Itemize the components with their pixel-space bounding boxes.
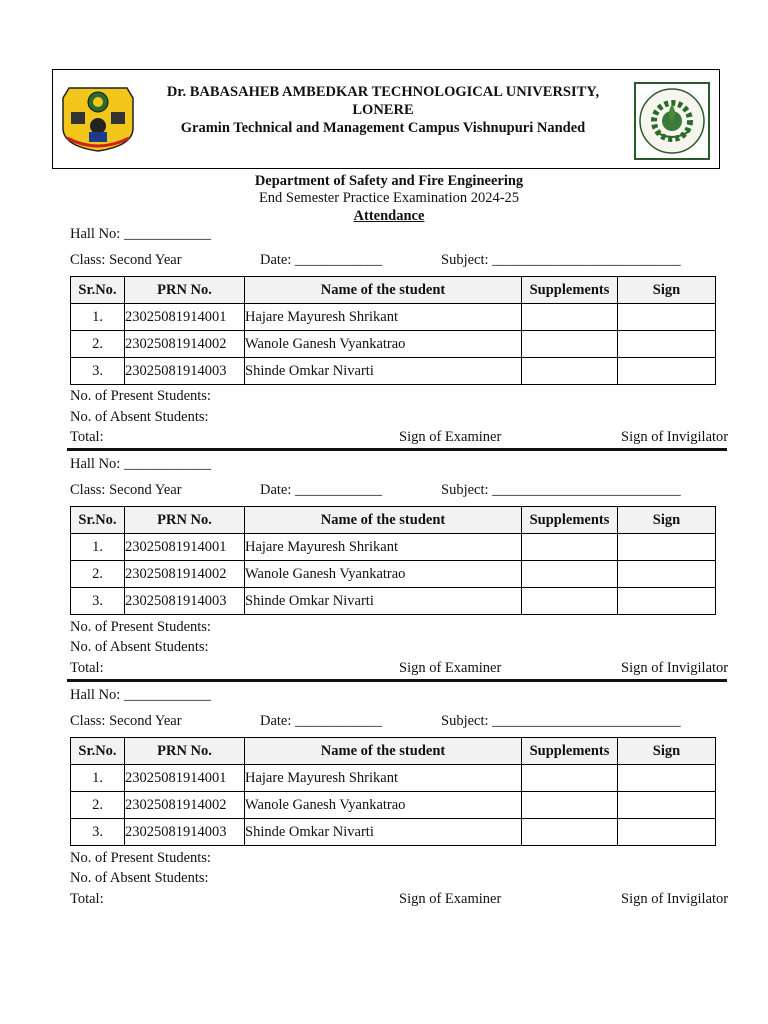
column-header: Name of the student <box>245 507 522 534</box>
prn-cell: 23025081914003 <box>125 358 245 385</box>
supplements-cell[interactable] <box>522 331 618 358</box>
supplements-cell[interactable] <box>522 304 618 331</box>
column-header: Name of the student <box>245 277 522 304</box>
sign-cell[interactable] <box>618 358 716 385</box>
table-header-row <box>71 738 716 765</box>
supplements-cell[interactable] <box>522 765 618 792</box>
column-header: Sign <box>618 507 716 534</box>
university-emblem-icon <box>59 80 137 152</box>
subject-field[interactable]: Subject: __________________________ <box>441 713 681 729</box>
absent-students-label: No. of Absent Students: <box>70 870 209 886</box>
column-header: Sr.No. <box>71 738 125 765</box>
student-name-cell: Wanole Ganesh Vyankatrao <box>245 561 522 588</box>
table-row <box>71 561 716 588</box>
prn-cell: 23025081914002 <box>125 561 245 588</box>
attendance-table <box>70 737 716 846</box>
table-row <box>71 534 716 561</box>
date-field[interactable]: Date: ____________ <box>260 252 383 268</box>
class-label: Class: Second Year <box>70 482 182 498</box>
student-name-cell: Wanole Ganesh Vyankatrao <box>245 792 522 819</box>
student-name-cell: Shinde Omkar Nivarti <box>245 588 522 615</box>
subject-field[interactable]: Subject: __________________________ <box>441 482 681 498</box>
subject-field[interactable]: Subject: __________________________ <box>441 252 681 268</box>
campus-seal-icon <box>634 82 710 160</box>
date-field[interactable]: Date: ____________ <box>260 713 383 729</box>
class-date-subject-row <box>70 482 730 500</box>
sign-examiner-label: Sign of Examiner <box>399 891 502 907</box>
sign-invigilator-label: Sign of Invigilator <box>621 891 729 907</box>
sign-cell[interactable] <box>618 304 716 331</box>
sign-invigilator-label: Sign of Invigilator <box>621 660 729 676</box>
prn-cell: 23025081914001 <box>125 765 245 792</box>
present-students-label: No. of Present Students: <box>70 619 211 635</box>
absent-students-label: No. of Absent Students: <box>70 409 209 425</box>
attendance-section <box>70 687 735 912</box>
supplements-cell[interactable] <box>522 792 618 819</box>
absent-students-label: No. of Absent Students: <box>70 639 209 655</box>
sign-examiner-label: Sign of Examiner <box>399 660 502 676</box>
student-name-cell: Shinde Omkar Nivarti <box>245 358 522 385</box>
attendance-section <box>70 226 735 451</box>
attendance-table <box>70 276 716 385</box>
supplements-cell[interactable] <box>522 561 618 588</box>
sr-no-cell: 3. <box>71 358 125 385</box>
column-header: Supplements <box>522 277 618 304</box>
column-header: Sign <box>618 277 716 304</box>
total-label: Total: <box>70 891 104 907</box>
total-label: Total: <box>70 660 104 676</box>
exam-title: End Semester Practice Examination 2024-25 <box>258 190 520 206</box>
prn-cell: 23025081914001 <box>125 304 245 331</box>
section-divider <box>67 448 727 451</box>
table-row <box>71 819 716 846</box>
prn-cell: 23025081914002 <box>125 331 245 358</box>
supplements-cell[interactable] <box>522 819 618 846</box>
prn-cell: 23025081914003 <box>125 588 245 615</box>
column-header: Sr.No. <box>71 277 125 304</box>
hall-no-field[interactable]: Hall No: ____________ <box>70 687 211 703</box>
sr-no-cell: 2. <box>71 331 125 358</box>
column-header: Sign <box>618 738 716 765</box>
sign-cell[interactable] <box>618 561 716 588</box>
table-row <box>71 792 716 819</box>
sign-cell[interactable] <box>618 331 716 358</box>
sr-no-cell: 2. <box>71 792 125 819</box>
sr-no-cell: 2. <box>71 561 125 588</box>
table-header-row <box>71 507 716 534</box>
attendance-title: Attendance <box>353 208 425 224</box>
class-label: Class: Second Year <box>70 252 182 268</box>
class-date-subject-row <box>70 252 730 270</box>
column-header: Supplements <box>522 738 618 765</box>
prn-cell: 23025081914002 <box>125 792 245 819</box>
sr-no-cell: 3. <box>71 588 125 615</box>
sign-cell[interactable] <box>618 534 716 561</box>
attendance-table <box>70 506 716 615</box>
sr-no-cell: 1. <box>71 765 125 792</box>
department-name: Department of Safety and Fire Engineering <box>254 173 524 189</box>
supplements-cell[interactable] <box>522 358 618 385</box>
table-header-row <box>71 277 716 304</box>
attendance-section <box>70 456 735 681</box>
table-row <box>71 358 716 385</box>
column-header: Name of the student <box>245 738 522 765</box>
date-field[interactable]: Date: ____________ <box>260 482 383 498</box>
table-row <box>71 304 716 331</box>
total-label: Total: <box>70 429 104 445</box>
sr-no-cell: 1. <box>71 304 125 331</box>
hall-no-field[interactable]: Hall No: ____________ <box>70 456 211 472</box>
supplements-cell[interactable] <box>522 534 618 561</box>
class-label: Class: Second Year <box>70 713 182 729</box>
section-divider <box>67 679 727 682</box>
student-name-cell: Wanole Ganesh Vyankatrao <box>245 331 522 358</box>
present-students-label: No. of Present Students: <box>70 850 211 866</box>
table-row <box>71 588 716 615</box>
sign-cell[interactable] <box>618 792 716 819</box>
sr-no-cell: 1. <box>71 534 125 561</box>
hall-no-field[interactable]: Hall No: ____________ <box>70 226 211 242</box>
campus-name: Gramin Technical and Management Campus Vishnupuri Nanded <box>180 120 586 136</box>
column-header: PRN No. <box>125 507 245 534</box>
university-title <box>145 83 621 137</box>
column-header: PRN No. <box>125 738 245 765</box>
student-name-cell: Hajare Mayuresh Shrikant <box>245 304 522 331</box>
student-name-cell: Shinde Omkar Nivarti <box>245 819 522 846</box>
prn-cell: 23025081914001 <box>125 534 245 561</box>
university-name-line2: LONERE <box>352 102 414 118</box>
sign-cell[interactable] <box>618 765 716 792</box>
column-header: Supplements <box>522 507 618 534</box>
present-students-label: No. of Present Students: <box>70 388 211 404</box>
sign-examiner-label: Sign of Examiner <box>399 429 502 445</box>
table-row <box>71 331 716 358</box>
student-name-cell: Hajare Mayuresh Shrikant <box>245 534 522 561</box>
table-row <box>71 765 716 792</box>
student-name-cell: Hajare Mayuresh Shrikant <box>245 765 522 792</box>
column-header: Sr.No. <box>71 507 125 534</box>
prn-cell: 23025081914003 <box>125 819 245 846</box>
supplements-cell[interactable] <box>522 588 618 615</box>
header-box <box>52 69 720 169</box>
class-date-subject-row <box>70 713 730 731</box>
column-header: PRN No. <box>125 277 245 304</box>
sign-invigilator-label: Sign of Invigilator <box>621 429 729 445</box>
sign-cell[interactable] <box>618 588 716 615</box>
university-name-line1: Dr. BABASAHEB AMBEDKAR TECHNOLOGICAL UNIVERSITY, <box>166 84 600 100</box>
sign-cell[interactable] <box>618 819 716 846</box>
sr-no-cell: 3. <box>71 819 125 846</box>
